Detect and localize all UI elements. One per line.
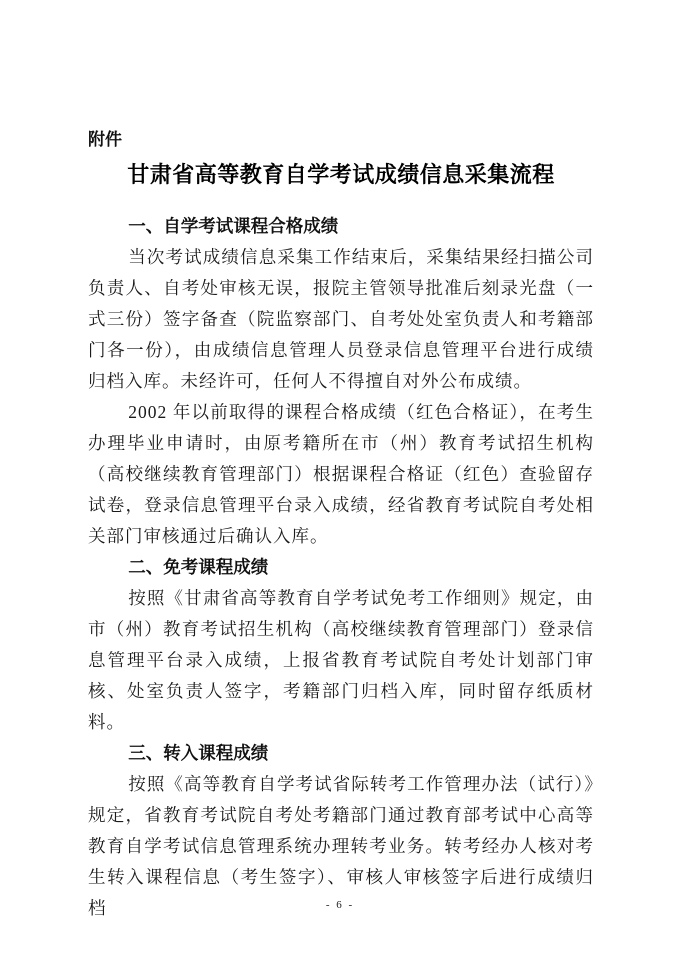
section-2-paragraph-1: 按照《甘肃省高等教育自学考试免考工作细则》规定，由市（州）教育考试招生机构（高校继续教育管理部门）登录信息管理平台录入成绩，上报省教育考试院自考处计划部门审核、处室负责人签字，考籍部门归档入库，同时留存纸质材料。: [88, 588, 594, 732]
section-1-paragraph-2: 2002 年以前取得的课程合格成绩（红色合格证），在考生办理毕业申请时，由原考籍所在市（州）教育考试招生机构（高校继续教育管理部门）根据课程合格证（红色）查验留存试卷，登录信息管理平台录入成绩，经省教育考试院自考处相关部门审核通过后确认入库。: [88, 402, 594, 546]
section-1-paragraph-1: 当次考试成绩信息采集工作结束后，采集结果经扫描公司负责人、自考处审核无误，报院主管领导批准后刻录光盘（一式三份）签字备查（院监察部门、自考处处室负责人和考籍部门各一份），由成绩信息管理人员登录信息管理平台进行成绩归档入库。未经许可，任何人不得擅自对外公布成绩。: [88, 247, 594, 391]
document-title: 甘肃省高等教育自学考试成绩信息采集流程: [127, 162, 555, 187]
section-2: [88, 552, 594, 738]
section-2-heading: 二、免考课程成绩: [128, 557, 269, 577]
attachment-label: 附件: [88, 130, 122, 149]
document-body: [88, 211, 594, 924]
section-1-heading: 一、自学考试课程合格成绩: [128, 216, 339, 236]
document-content: [88, 128, 594, 924]
section-1: [88, 211, 594, 552]
section-3: [88, 738, 594, 924]
page-number: - 6 -: [325, 899, 355, 911]
section-3-heading: 三、转入课程成绩: [128, 743, 269, 763]
section-3-paragraph-1: 按照《高等教育自学考试省际转考工作管理办法（试行）》规定，省教育考试院自考处考籍部门通过教育部考试中心高等教育自学考试信息管理系统办理转考业务。转考经办人核对考生转入课程信息（考生签字）、审核人审核签字后进行成绩归档: [88, 774, 594, 918]
